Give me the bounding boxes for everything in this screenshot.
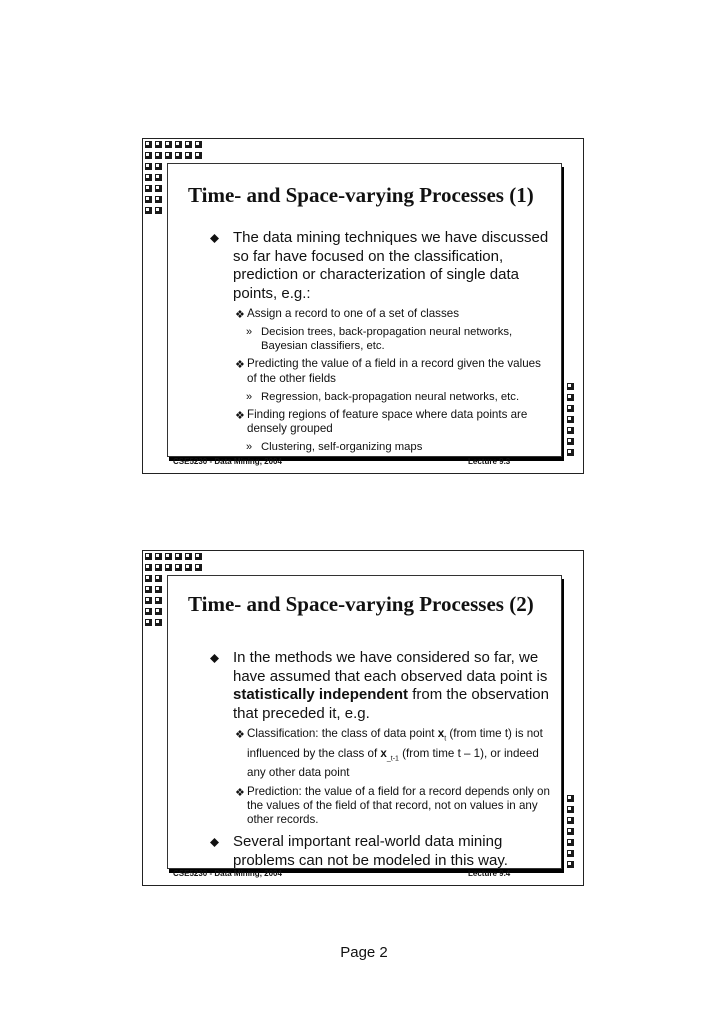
decorative-square <box>165 564 172 571</box>
sub-sub-bullet-text: Decision trees, back-propagation neural networks, Bayesian classifiers, etc. <box>261 326 513 353</box>
decorative-square <box>567 427 574 434</box>
decorative-square <box>145 575 152 582</box>
slide-body <box>210 649 551 874</box>
bullet-text: Several important real-world data mining problems can not be modeled in this way. <box>233 833 508 869</box>
slide-title: Time- and Space-varying Processes (1) <box>188 183 534 207</box>
slide-panel <box>167 575 562 869</box>
double-chevron-icon: » <box>246 390 253 403</box>
four-diamond-icon: ❖ <box>235 786 245 799</box>
decorative-square <box>165 141 172 148</box>
decorative-square <box>567 861 574 868</box>
decorative-square <box>567 416 574 423</box>
bullet-text-end: from the observation that preceded it, e.g. <box>233 686 549 722</box>
decorative-square <box>155 597 162 604</box>
sub-bullet-text: Assign a record to one of a set of classes <box>247 307 460 320</box>
decorative-square <box>567 394 574 401</box>
diamond-icon <box>210 654 219 663</box>
bullet-text: The data mining techniques we have discussed so far have focused on the classification, prediction or characterization of single data points, e.g.: <box>233 229 549 302</box>
footer-lecture: Lecture 9.4 <box>468 869 511 878</box>
decorative-square <box>185 141 192 148</box>
decorative-square <box>155 141 162 148</box>
decorative-square <box>155 152 162 159</box>
slide-2 <box>142 550 584 886</box>
slide-body <box>210 229 551 458</box>
bullet-item <box>210 649 551 723</box>
decorative-square <box>165 553 172 560</box>
decorative-square <box>567 817 574 824</box>
bullet-bold-text: statistically independent <box>233 686 409 703</box>
sub-bullet-text: Classification: the class of data point <box>247 727 435 740</box>
decorative-square <box>145 152 152 159</box>
decorative-square <box>145 196 152 203</box>
decorative-square <box>155 575 162 582</box>
variable-x: x <box>437 727 445 740</box>
slide-panel <box>167 163 562 457</box>
four-diamond-icon: ❖ <box>235 309 245 321</box>
decorative-square <box>145 163 152 170</box>
four-diamond-icon: ❖ <box>235 729 245 741</box>
bullet-item <box>210 833 551 870</box>
decorative-square <box>567 828 574 835</box>
slide-title: Time- and Space-varying Processes (2) <box>188 592 534 616</box>
decorative-square <box>155 174 162 181</box>
decorative-square <box>567 405 574 412</box>
decorative-square <box>155 185 162 192</box>
sub-bullet-text-mid: (from time t) is not influenced by the class of <box>247 727 543 760</box>
decorative-square <box>185 152 192 159</box>
decorative-square <box>155 163 162 170</box>
slide-1 <box>142 138 584 474</box>
decorative-square <box>145 141 152 148</box>
subscript-t: t <box>444 735 447 743</box>
decorative-square <box>145 185 152 192</box>
subscript-t-minus-1: _t-1 <box>386 754 399 762</box>
sub-bullet-item <box>226 357 551 386</box>
sub-bullet-item <box>226 307 551 321</box>
decorative-square <box>145 174 152 181</box>
sub-sub-bullet-item <box>240 390 551 404</box>
decorative-square <box>145 564 152 571</box>
sub-bullet-item <box>226 727 551 781</box>
decorative-square <box>567 795 574 802</box>
decorative-square <box>155 207 162 214</box>
decorative-square <box>195 152 202 159</box>
sub-sub-bullet-text: Regression, back-propagation neural networks, etc. <box>261 390 520 403</box>
decorative-square <box>155 196 162 203</box>
variable-x-prev: x <box>380 746 387 760</box>
decorative-square <box>567 449 574 456</box>
bullet-text: In the methods we have considered so far, we have assumed that each observed data point is <box>233 649 548 685</box>
decorative-square <box>145 608 152 615</box>
page-number: Page 2 <box>340 944 388 961</box>
decorative-square <box>175 564 182 571</box>
sub-bullet-item <box>226 408 551 437</box>
decorative-square <box>567 839 574 846</box>
decorative-square <box>165 152 172 159</box>
decorative-square <box>155 608 162 615</box>
diamond-icon <box>210 234 219 243</box>
bullet-item <box>210 229 551 303</box>
decorative-square <box>155 586 162 593</box>
four-diamond-icon: ❖ <box>235 409 245 422</box>
decorative-square <box>175 553 182 560</box>
double-chevron-icon: » <box>246 441 253 454</box>
sub-sub-bullet-item <box>240 440 551 454</box>
sub-bullet-item <box>226 785 551 828</box>
decorative-square <box>185 564 192 571</box>
decorative-square <box>145 207 152 214</box>
decorative-square <box>195 553 202 560</box>
decorative-square <box>567 806 574 813</box>
decorative-square <box>567 383 574 390</box>
sub-bullet-text: Prediction: the value of a field for a record depends only on the values of the field of that record, not on values in any other records. <box>247 784 550 827</box>
decorative-square <box>155 619 162 626</box>
footer-course: CSE5230 - Data Mining, 2004 <box>173 869 282 878</box>
sub-sub-bullet-item <box>240 325 551 353</box>
decorative-square <box>145 553 152 560</box>
decorative-square <box>145 597 152 604</box>
double-chevron-icon: » <box>246 326 253 339</box>
decorative-square <box>145 619 152 626</box>
four-diamond-icon: ❖ <box>235 359 245 372</box>
sub-bullet-text-end: (from time t – 1), or indeed any other data point <box>247 746 539 780</box>
decorative-square <box>185 553 192 560</box>
decorative-square <box>155 553 162 560</box>
sub-sub-bullet-text: Clustering, self-organizing maps <box>261 441 423 454</box>
footer-course: CSE5230 - Data Mining, 2004 <box>173 457 282 466</box>
decorative-square <box>175 152 182 159</box>
decorative-square <box>145 586 152 593</box>
decorative-square <box>155 564 162 571</box>
sub-bullet-text: Predicting the value of a field in a record given the values of the other fields <box>247 357 541 385</box>
diamond-icon <box>210 838 219 847</box>
decorative-square <box>195 141 202 148</box>
sub-bullet-text: Finding regions of feature space where data points are densely grouped <box>247 407 528 436</box>
decorative-square <box>195 564 202 571</box>
decorative-square <box>175 141 182 148</box>
decorative-square <box>567 438 574 445</box>
footer-lecture: Lecture 9.3 <box>468 457 511 466</box>
decorative-square <box>567 850 574 857</box>
